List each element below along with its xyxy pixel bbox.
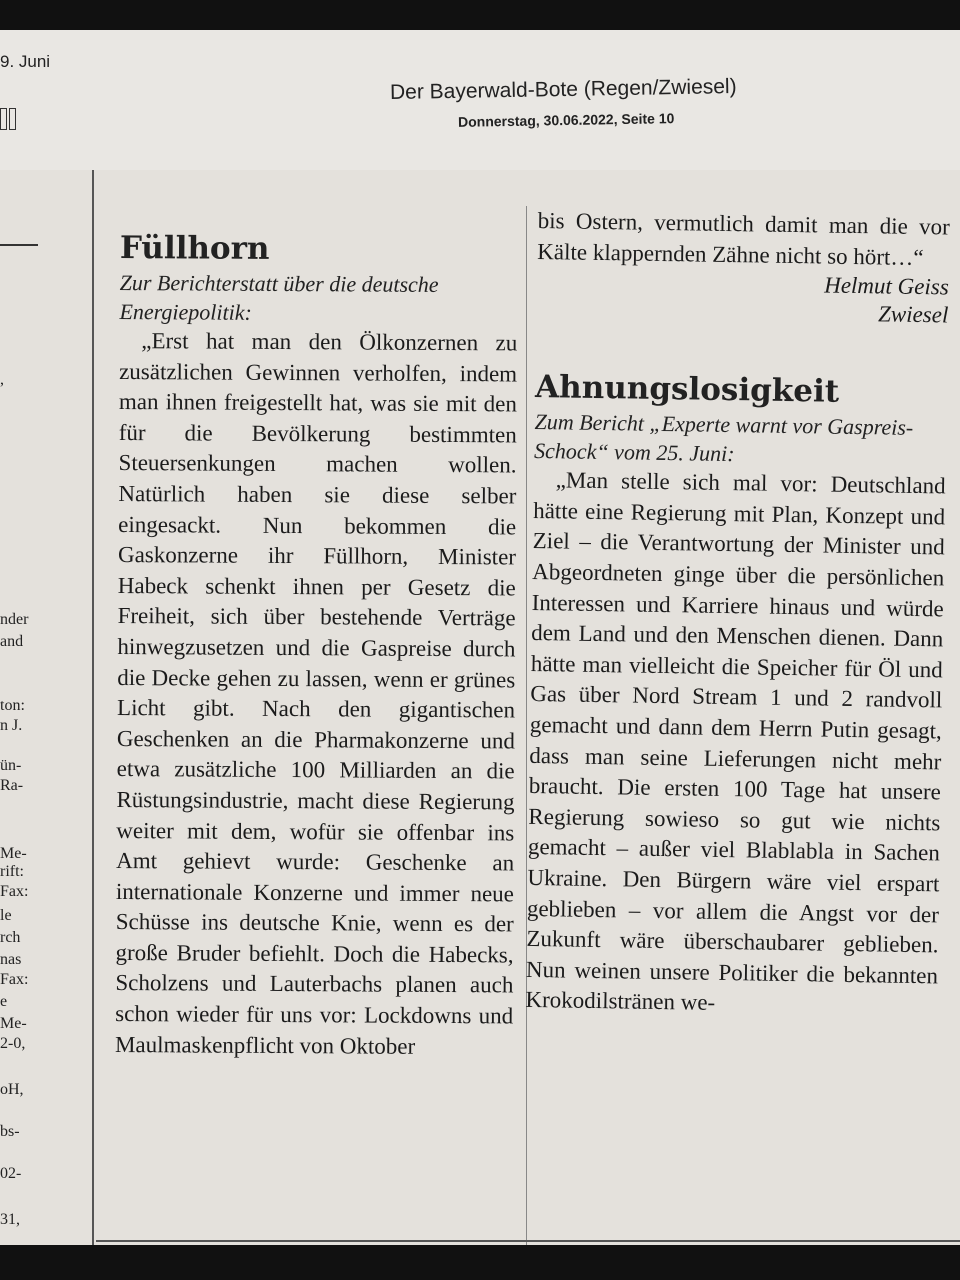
body-ahnungslosigkeit: „Man stelle sich mal vor: Deutschland hätte eine Regierung mit Plan, Konzept und Ziel – die Verantwortung der Minister und Abgeordneten ginge über die persönlichen Interessen und Karriere hinaus und würde dem Land und den Menschen dienen. Dann hätte man vielleicht die Speicher für Öl und Gas über Nord Stream 1 und 2 randvoll gemacht und dann dem Herrn Putin gesagt, dass man seine Lieferungen nicht mehr braucht. Die ersten 100 Tage hat unsere Regierung sowieso so gut wie nichts gemacht – außer viel Blablabla in Sachen Ukraine. Den Bürgern wäre viel erspart geblieben – vor allem die Angst vor der Zukunft wäre überschaubarer geblieben. Nun weinen unsere Politiker die bekannten Krokodilstränen we- [525,467,946,1016]
issue-line: Donnerstag, 30.06.2022, Seite 10 [457,110,675,130]
screen [0,30,960,1245]
newspaper-title: Der Bayerwald-Bote (Regen/Zwiesel) [389,74,737,105]
margin-fragment: Me- [0,1015,27,1032]
margin-fragment: Fax: [0,883,29,900]
author-name: Helmut Geiss [824,272,949,300]
margin-fragment: e [0,993,8,1010]
subhead-fuellhorn: Zur Berichterstatt über die deutsche Energiepolitik: [119,269,439,325]
page-grid-icon[interactable] [0,108,18,130]
margin-fragment: ün- [0,757,22,774]
margin-fragment: bs- [0,1123,20,1140]
margin-fragment: nas [0,951,22,968]
body-fuellhorn-continued: bis Ostern, vermutlich damit man die vor Kälte klappernden Zähne nicht so hört…“ [537,207,950,270]
margin-fragment: ton: [0,697,25,714]
divider [0,244,38,246]
left-column-edge [0,170,94,1245]
margin-fragment: , [0,371,4,388]
margin-fragment: Fax: [0,971,29,988]
date-tab[interactable]: 9. Juni [0,52,51,71]
body-fuellhorn: „Erst hat man den Ölkonzernen zu zusätzlichen Gewinnen verholfen, indem man ihnen freigestellt hat, was sie mit den für die Bevölkerung bestimmten Steuersenkungen machen wollen. Natürlich haben sie diese selber eingesackt. Nun bekommen die Gaskonzerne ihr Füllhorn, Minister Habeck schenkt ihnen per Gesetz die Freiheit, sich über bestehende Verträge hinwegzusetzen und die Gaspreise durch die Decke gehen zu lassen, wenn er grünes Licht gibt. Nach den gigantischen Geschenken an die Pharmakonzerne und etwa zusätzliche 100 Milliarden an die Rüstungsindustrie, macht diese Regierung weiter mit dem, wofür sie offenbar ins Amt gehievt wurde: Geschenke an internationale Konzerne und immer neue Schüsse ins deutsche Knie, wenn es der große Bruder befiehlt. Doch die Habecks, Scholzens und Lauterbachs planen auch schon wieder für uns vor: Lockdowns und Maulmaskenpflicht von Oktober [114,328,518,1059]
margin-fragment: and [0,633,24,650]
margin-fragment: Me- [0,845,27,862]
column-divider [526,206,527,1245]
right-column [525,206,950,1022]
margin-fragment: Ra- [0,777,24,794]
author-town: Zwiesel [877,301,949,328]
margin-fragment: oH, [0,1081,24,1098]
margin-fragment: rift: [0,863,24,880]
margin-fragment: 02- [0,1165,22,1182]
newspaper-page [0,170,960,1245]
margin-fragment: n J. [0,717,23,734]
margin-fragment: 2-0, [0,1035,26,1052]
headline-fuellhorn: Füllhorn [119,229,270,267]
subhead-ahnungslosigkeit: Zum Bericht „Experte warnt vor Gaspreis-Schock“ vom 25. Juni: [533,409,914,467]
margin-fragment: nder [0,611,29,628]
letter-fuellhorn [115,228,518,1063]
margin-fragment: 31, [0,1211,20,1228]
margin-fragment: rch [0,929,21,946]
page-bottom-edge [96,1240,960,1242]
headline-ahnungslosigkeit: Ahnungslosigkeit [534,369,840,410]
margin-fragment: le [0,907,12,924]
viewer-header [0,30,960,171]
